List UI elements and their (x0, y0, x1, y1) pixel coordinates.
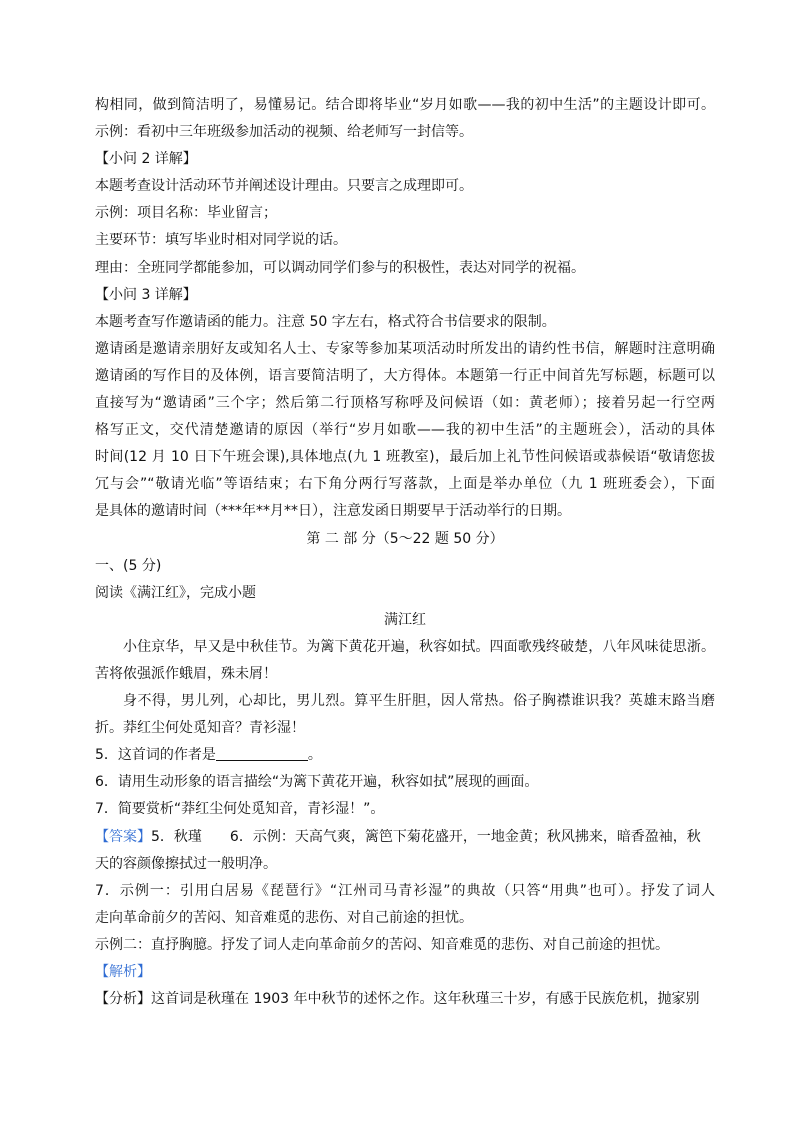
paragraph-line: 邀请函的写作目的及体例，语言要简洁明了，大方得体。本题第一行正中间首先写标题，标题可以 (95, 367, 715, 384)
part-heading: 第 二 部 分（5～22 题 50 分） (306, 530, 504, 547)
poem-title: 满江红 (384, 611, 426, 628)
answer-line: 走向革命前夕的苦闷、知音难觅的悲伤、对自己前途的担忧。 (95, 909, 473, 926)
paragraph-line: 时间(12 月 10 日下午班会课),具体地点(九 1 班教室)，最后加上礼节性问候语或恭候语“敬请您拔 (95, 449, 715, 466)
answer-line: 天的容颜像擦拭过一般明净。 (95, 855, 277, 872)
example-line: 示例：项目名称：毕业留言； (95, 205, 277, 222)
paragraph-line: 本题考查写作邀请函的能力。注意 50 字左右，格式符合书信要求的限制。 (95, 313, 556, 330)
question-5-end: 。 (307, 747, 322, 764)
poem-line: 苦将侬强派作蛾眉，殊未屑！ (95, 665, 277, 682)
answer-line (95, 824, 715, 851)
answer-line: 7．示例一：引用白居易《琵琶行》“江州司马青衫湿”的典故（只答“用典”也可）。抒发了词人 (95, 882, 715, 899)
example-line: 示例：看初中三年班级参加活动的视频、给老师写一封信等。 (95, 124, 473, 141)
answer-line: 示例二：直抒胸臆。抒发了词人走向革命前夕的苦闷、知音难觅的悲伤、对自己前途的担忧。 (95, 936, 669, 953)
answer-text: 5．秋瑾 6．示例：天高气爽，篱笆下菊花盛开，一地金黄；秋风拂来，暗香盈袖，秋 (151, 828, 701, 845)
poem-line: 折。莽红尘何处觅知音？青衫湿！ (95, 720, 305, 737)
paragraph-line: 理由：全班同学都能参加，可以调动同学们参与的积极性，表达对同学的祝福。 (95, 259, 585, 276)
question-6: 6．请用生动形象的语言描绘“为篱下黄花开遍，秋容如拭”展现的画面。 (95, 774, 539, 791)
analysis-heading (95, 959, 715, 986)
instruction-line: 阅读《满江红》，完成小题 (95, 584, 256, 601)
question-7: 7．简要赏析“莽红尘何处觅知音，青衫湿！”。 (95, 801, 385, 818)
analysis-tag: 【分析】 (95, 991, 151, 1008)
paragraph-line: 冗与会”“敬请光临”等语结束；右下角分两行写落款，上面是举办单位（九 1 班班委会），下面 (95, 476, 715, 493)
question-5-text: 5．这首词的作者是 (95, 747, 216, 764)
answer-blank (216, 746, 308, 761)
paragraph-line: 主要环节：填写毕业时相对同学说的话。 (95, 232, 347, 249)
paragraph-line: 构相同，做到简洁明了，易懂易记。结合即将毕业“岁月如歌——我的初中生活”的主题设计即可。 (95, 97, 715, 113)
paragraph-line: 直接写为“邀请函”三个字；然后第二行顶格写称呼及问候语（如：黄老师）；接着另起一行空两 (95, 395, 715, 412)
document-page (95, 92, 715, 1013)
paragraph-line: 格写正文，交代清楚邀请的原因（举行“岁月如歌——我的初中生活”的主题班会），活动的具体 (95, 422, 715, 439)
poem-line: 小住京华，早又是中秋佳节。为篱下黄花开遍，秋容如拭。四面歌残终破楚，八年风味徒思浙。 (123, 638, 715, 655)
paragraph-line: 是具体的邀请时间（***年**月**日），注意发函日期要早于活动举行的日期。 (95, 503, 571, 520)
analysis-line (95, 986, 715, 1013)
analysis-tag: 【解析】 (95, 964, 151, 980)
paragraph-line: 邀请函是邀请亲朋好友或知名人士、专家等参加某项活动时所发出的请约性书信，解题时注意明确 (95, 340, 715, 357)
paragraph-line: 本题考查设计活动环节并阐述设计理由。只要言之成理即可。 (95, 178, 473, 195)
question-heading: 一、(5 分) (95, 557, 162, 574)
poem-line: 身不得，男儿列，心却比，男儿烈。算平生肝胆，因人常热。俗子胸襟谁识我？英雄末路当磨 (123, 693, 715, 710)
section-heading: 【小问 2 详解】 (95, 151, 197, 168)
question-5 (95, 742, 715, 769)
answer-tag: 【答案】 (95, 828, 151, 845)
analysis-text: 这首词是秋瑾在 1903 年中秋节的述怀之作。这年秋瑾三十岁，有感于民族危机，抛家别 (151, 991, 700, 1008)
section-heading: 【小问 3 详解】 (95, 286, 197, 303)
